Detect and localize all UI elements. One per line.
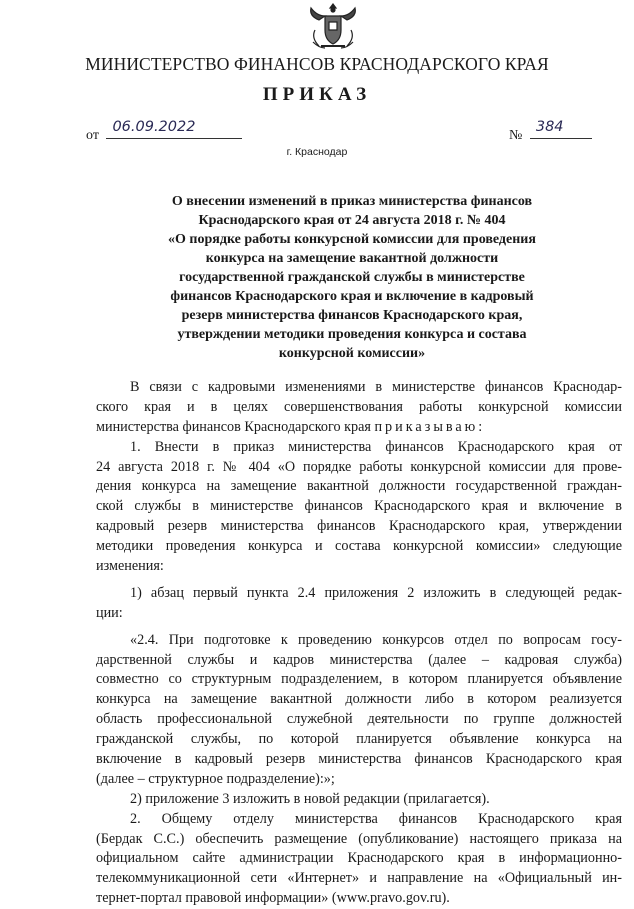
body-line: 2) приложение 3 изложить в новой редакции (прилагается). (130, 790, 490, 807)
title-line: финансов Краснодарского края и включение в кадровый (170, 289, 534, 304)
quote-line: гражданской службы, по которой планируется объявление конкурса на (96, 731, 622, 748)
body-line (96, 418, 622, 438)
number-line (509, 119, 592, 144)
body-line: В связи с кадровыми изменениями в министерстве финансов Краснодар- (130, 379, 622, 395)
title-line: конкурса на замещение вакантной должности (205, 251, 499, 266)
title-line: утверждении методики проведения конкурса и состава (177, 327, 527, 342)
quote-line: совместно со структурным подразделением, в котором планируется объявление (96, 671, 622, 688)
body-line: 1) абзац первый пункта 2.4 приложения 2 изложить в следующей редак- (130, 584, 622, 601)
body-line: (Бердак С.С.) обеспечить размещение (опубликование) настоящего приказа на (96, 830, 622, 847)
title-line: конкурсной комиссии» (278, 346, 426, 361)
title-line: О внесении изменений в приказ министерства финансов (171, 194, 533, 209)
number-prefix: № (509, 128, 523, 143)
title-line: «О порядке работы конкурсной комиссии для проведения (168, 232, 536, 247)
body-line: официальном сайте администрации Краснодарского края в информационно- (96, 850, 622, 867)
quote-line: включение в кадровый резерв министерства финансов Краснодарского края (96, 751, 622, 768)
body-line: 2. Общему отделу министерства финансов Краснодарского края (130, 810, 622, 827)
quote-line: область профессиональной служебной деятельности по группе должностей (96, 711, 622, 728)
order-word: приказываю: (374, 418, 486, 435)
quote-line: конкурса на замещение вакантной должности либо в котором реализуется (96, 691, 622, 708)
body-line: телекоммуникационной сети «Интернет» и направление на «Официальный ин- (96, 870, 622, 887)
quote-line: (далее – структурное подразделение):»; (96, 770, 335, 787)
document-type: ПРИКАЗ (262, 84, 372, 105)
document-body (96, 378, 622, 909)
number-value: 384 (535, 119, 564, 135)
document-title (150, 192, 554, 363)
body-line: методики проведения конкурса и состава конкурсной комиссии» следующие (96, 538, 622, 555)
title-line: резерв министерства финансов Краснодарского края, (181, 308, 523, 323)
city: г. Краснодар (286, 146, 348, 158)
body-line: кадровый резерв министерства финансов Краснодарского края, утверждении (96, 518, 622, 535)
body-line: дения конкурса на замещение вакантной должности государственной граждан- (96, 478, 622, 495)
date-line (86, 119, 242, 144)
coat-of-arms-icon (305, 2, 361, 52)
title-line: Краснодарского края от 24 августа 2018 г. № 404 (198, 213, 506, 228)
body-line: изменения: (96, 558, 164, 575)
body-line: 1. Внести в приказ министерства финансов Краснодарского края от (130, 438, 622, 455)
quote-line: дарственной службы и кадров министерства (далее – кадровая служба) (96, 651, 622, 668)
date-prefix: от (86, 128, 99, 143)
body-line: ского края и в целях совершенствования работы конкурсной комиссии (96, 398, 622, 415)
body-line: тернет-портал правовой информации» (www.pravo.gov.ru). (96, 890, 450, 907)
date-field (106, 119, 242, 139)
ministry-name: МИНИСТЕРСТВО ФИНАНСОВ КРАСНОДАРСКОГО КРАЯ (85, 54, 549, 74)
title-line: государственной гражданской службы в министерстве (179, 270, 525, 285)
intro-last: министерства финансов Краснодарского края (96, 418, 371, 435)
body-line: 24 августа 2018 г. № 404 «О порядке работы конкурсной комиссии для прове- (96, 458, 622, 475)
number-field (530, 119, 592, 139)
date-value: 06.09.2022 (112, 119, 196, 135)
body-line: ции: (96, 604, 123, 621)
quote-line: «2.4. При подготовке к проведению конкурсов отдел по вопросам госу- (130, 631, 622, 648)
body-line: ской службы в министерстве финансов Краснодарского края и включение в (96, 498, 622, 515)
